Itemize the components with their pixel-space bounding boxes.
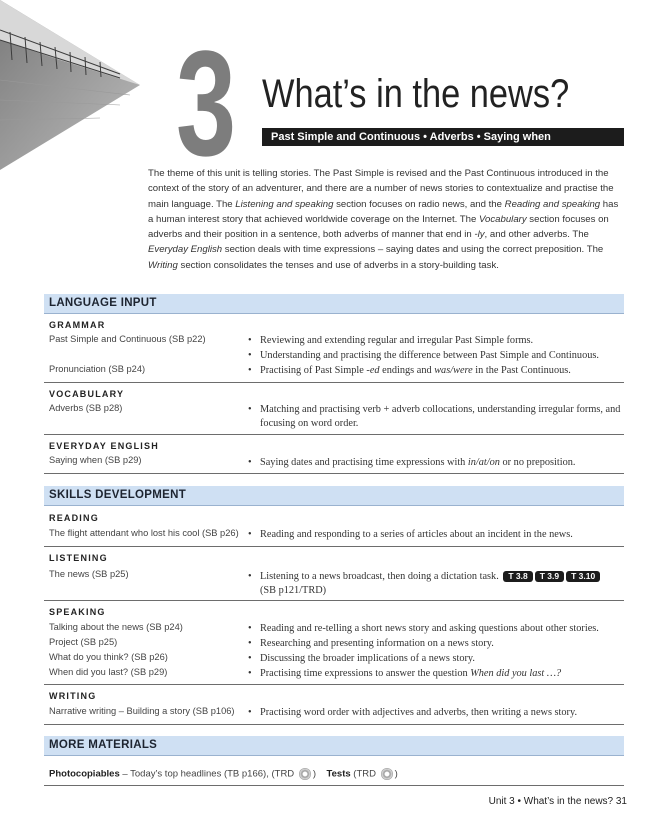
track-badge: T 3.10: [566, 571, 600, 582]
section-header-language-input: LANGUAGE INPUT: [44, 294, 624, 314]
section-header-more-materials: MORE MATERIALS: [44, 736, 624, 756]
everyday-item-left: Saying when (SB p29): [49, 455, 142, 465]
speaking-item-left: What do you think? (SB p26): [49, 652, 168, 662]
subheading-listening: LISTENING: [49, 553, 108, 563]
speaking-bullet-3: • Discussing the broader implications of a news story.: [248, 653, 475, 664]
unit-cover-photo: [0, 0, 140, 170]
subheading-everyday-english: EVERYDAY ENGLISH: [49, 441, 159, 451]
speaking-bullet-2: • Researching and presenting information on a news story.: [248, 638, 494, 649]
page-footer: Unit 3 • What’s in the news? 31: [488, 796, 627, 807]
divider: [44, 600, 624, 601]
speaking-item-left: When did you last? (SB p29): [49, 667, 168, 677]
speaking-item-left: Talking about the news (SB p24): [49, 622, 183, 632]
divider: [44, 684, 624, 685]
unit-title: What’s in the news?: [262, 72, 570, 116]
subheading-vocabulary: VOCABULARY: [49, 389, 125, 399]
unit-subtitle-bar: Past Simple and Continuous • Adverbs • Saying when: [262, 128, 624, 146]
grammar-bullet-1: • Reviewing and extending regular and irregular Past Simple forms.: [248, 335, 534, 346]
cd-icon: [381, 768, 393, 780]
pronunciation-item-left: Pronunciation (SB p24): [49, 364, 146, 374]
divider: [44, 382, 624, 383]
reading-item-left: The flight attendant who lost his cool (SB p26): [49, 528, 239, 538]
section-header-skills-development: SKILLS DEVELOPMENT: [44, 486, 624, 506]
writing-item-left: Narrative writing – Building a story (SB p106): [49, 706, 235, 716]
grammar-item-left: Past Simple and Continuous (SB p22): [49, 334, 206, 344]
writing-bullet-1: • Practising word order with adjectives and adverbs, then writing a news story.: [248, 707, 578, 718]
divider: [44, 785, 624, 786]
divider: [44, 724, 624, 725]
divider: [44, 546, 624, 547]
speaking-bullet-1: • Reading and re-telling a short news story and asking questions about other stories.: [248, 623, 599, 634]
speaking-bullet-4: • Practising time expressions to answer the question When did you last …?: [248, 668, 562, 679]
divider: [44, 473, 624, 474]
track-badge: T 3.9: [535, 571, 564, 582]
vocabulary-item-left: Adverbs (SB p28): [49, 403, 123, 413]
more-materials-line: Photocopiables – Today’s top headlines (TB p166), (TRD ) Tests (TRD ): [49, 768, 398, 780]
grammar-bullet-3: • Practising of Past Simple -ed endings and was/were in the Past Continuous.: [248, 365, 571, 376]
grammar-bullet-2: • Understanding and practising the difference between Past Simple and Continuous.: [248, 350, 599, 361]
intro-paragraph: The theme of this unit is telling stories. The Past Simple is revised and the Past Continuous introduced in the context of the story of an adventurer, and there are a number of news stories to contextualize and practise the main language. The Listening and speaking section focuses on radio news, and the Reading and speaking has a human interest story that achieved worldwide coverage on the Internet. The Vocabulary section focuses on adverbs and their position in a sentence, both adverbs of manner that end in -ly, and other adverbs. The Everyday English section deals with time expressions – saying dates and using the correct preposition. The Writing section consolidates the tenses and use of adverbs in a story-building task.: [148, 168, 619, 271]
listening-item-left: The news (SB p25): [49, 569, 129, 579]
reading-bullet-1: • Reading and responding to a series of articles about an incident in the news.: [248, 529, 573, 540]
vocabulary-bullet-1: • Matching and practising verb + adverb collocations, understanding irregular forms, and focusing on word order.: [248, 404, 621, 429]
track-badge: T 3.8: [503, 571, 532, 582]
everyday-bullet-1: • Saying dates and practising time expressions with in/at/on or no preposition.: [248, 457, 576, 468]
unit-number: 3: [176, 19, 234, 187]
divider: [44, 434, 624, 435]
cd-icon: [299, 768, 311, 780]
listening-bullet-1: • Listening to a news broadcast, then doing a dictation task. T 3.8 T 3.9 T 3.10 (SB p121/TRD): [248, 570, 623, 597]
subheading-writing: WRITING: [49, 691, 97, 701]
subheading-speaking: SPEAKING: [49, 607, 106, 617]
subheading-reading: READING: [49, 513, 99, 523]
subheading-grammar: GRAMMAR: [49, 320, 106, 330]
speaking-item-left: Project (SB p25): [49, 637, 118, 647]
